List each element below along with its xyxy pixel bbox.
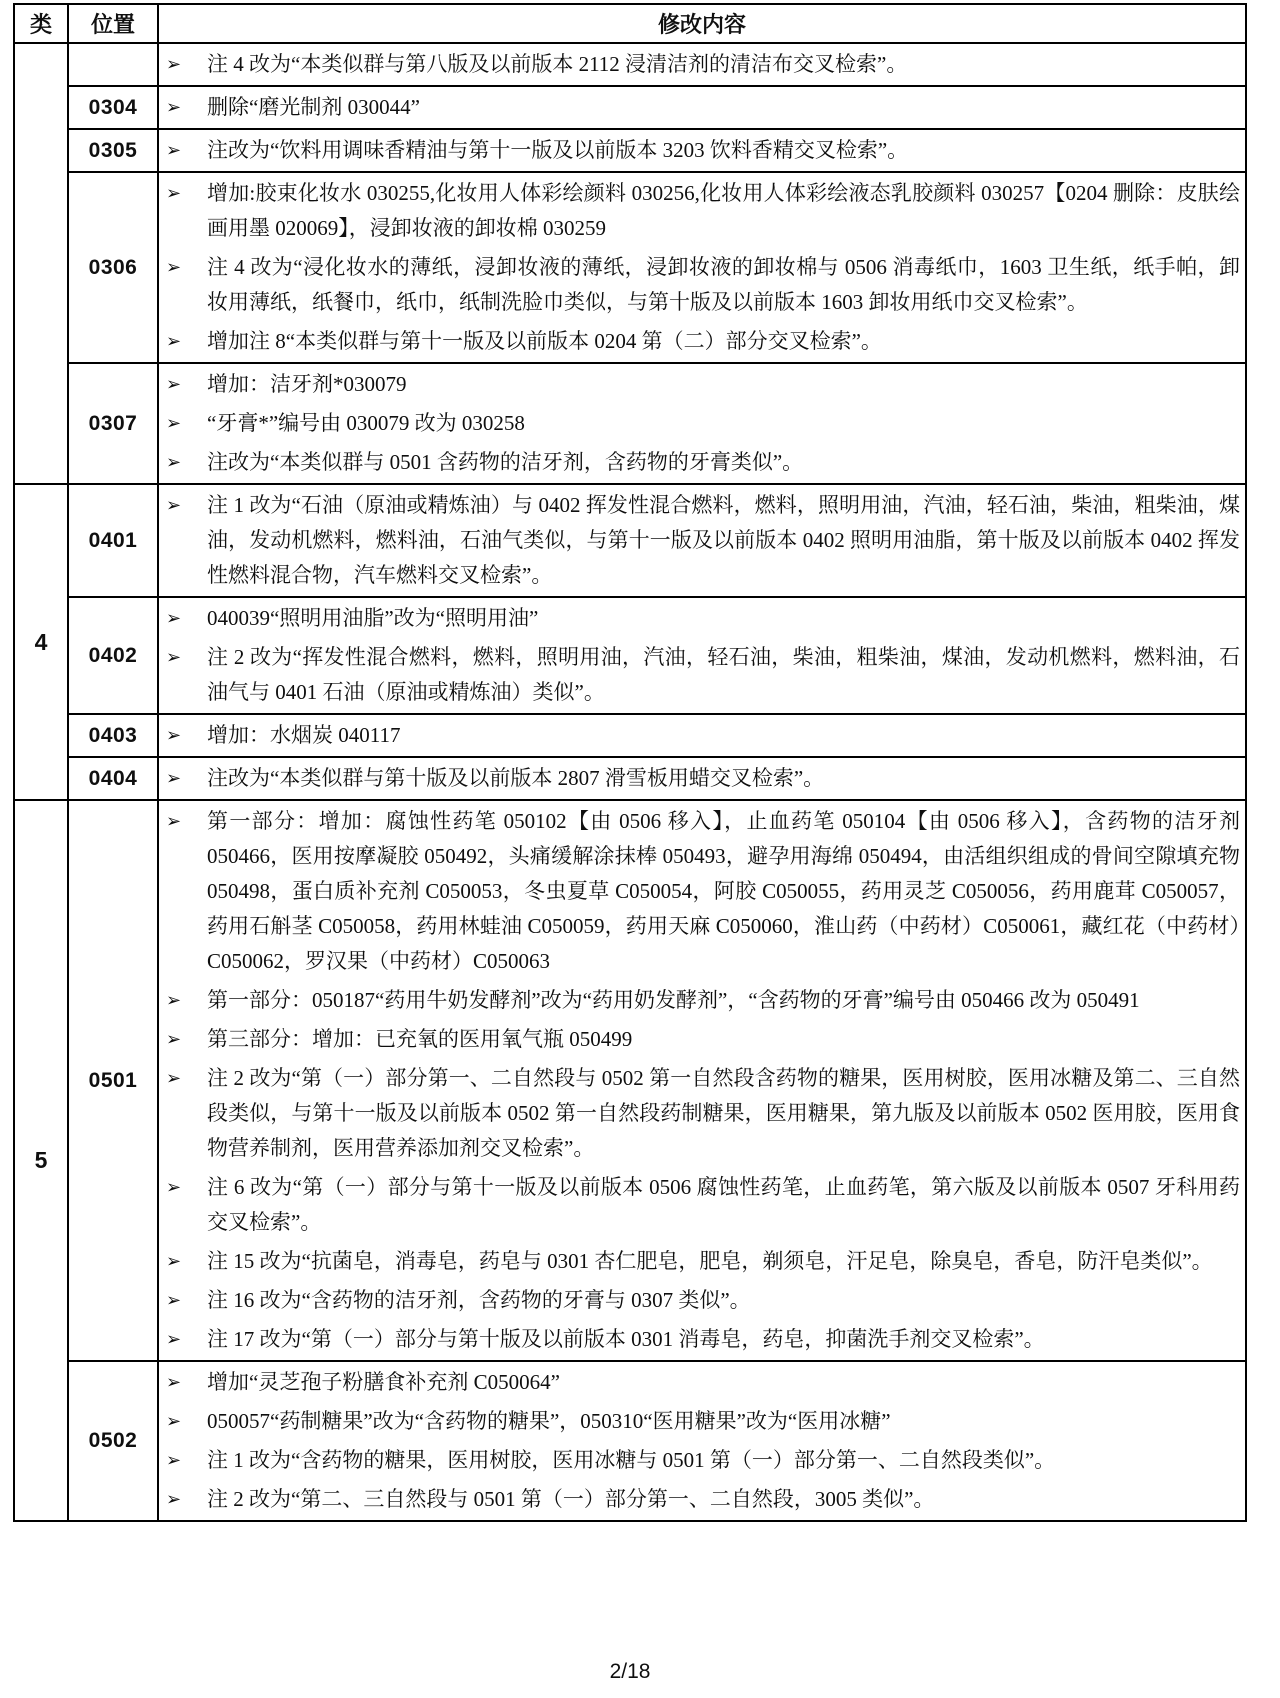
arrow-bullet-icon: ➢	[166, 1251, 182, 1271]
revision-text: 注 2 改为“第（一）部分第一、二自然段与 0502 第一自然段含药物的糖果，医用树胶，医用冰糖及第二、三自然段类似，与第十一版及以前版本 0502 第一自然段药制糖果，医用糖果，第九版及以前版本 0502 医用胶，医用食物营养制剂，医用营养添加剂交叉检索”。	[207, 1066, 1240, 1160]
revision-item	[159, 250, 1245, 320]
revision-text: 注 15 改为“抗菌皂，消毒皂，药皂与 0301 杏仁肥皂，肥皂，剃须皂，汗足皂，除臭皂，香皂，防汗皂类似”。	[207, 1249, 1213, 1273]
arrow-bullet-icon: ➢	[166, 495, 182, 515]
revision-text: 注 17 改为“第（一）部分与第十版及以前版本 0301 消毒皂，药皂，抑菌洗手剂交叉检索”。	[207, 1327, 1045, 1351]
revision-item	[159, 176, 1245, 246]
revision-text: 增加:胶束化妆水 030255,化妆用人体彩绘颜料 030256,化妆用人体彩绘液态乳胶颜料 030257【0204 删除：皮肤绘画用墨 020069】，浸卸妆液的卸妆棉 030259	[207, 181, 1240, 240]
arrow-bullet-icon: ➢	[166, 725, 182, 745]
position-cell: 0404	[68, 757, 158, 800]
revision-text: 040039“照明用油脂”改为“照明用油”	[207, 606, 539, 630]
arrow-bullet-icon: ➢	[166, 768, 182, 788]
revision-item	[159, 1404, 1245, 1439]
position-cell: 0501	[68, 800, 158, 1361]
column-header-class: 类	[14, 4, 68, 43]
content-cell	[158, 1361, 1246, 1521]
table-row	[14, 714, 1246, 757]
position-cell: 0306	[68, 172, 158, 363]
revision-item	[159, 445, 1245, 480]
arrow-bullet-icon: ➢	[166, 1068, 182, 1088]
arrow-bullet-icon: ➢	[166, 54, 182, 74]
arrow-bullet-icon: ➢	[166, 1177, 182, 1197]
table-row	[14, 43, 1246, 86]
class-cell: 4	[14, 484, 68, 800]
table-row	[14, 597, 1246, 714]
revision-item	[159, 601, 1245, 636]
content-cell	[158, 757, 1246, 800]
column-header-content: 修改内容	[158, 4, 1246, 43]
revision-text: 删除“磨光制剂 030044”	[207, 95, 420, 119]
position-cell: 0304	[68, 86, 158, 129]
content-cell	[158, 172, 1246, 363]
table-header-row	[14, 4, 1246, 43]
revision-text: 注 1 改为“石油（原油或精炼油）与 0402 挥发性混合燃料，燃料，照明用油，汽油，轻石油，柴油，粗柴油，煤油，发动机燃料，燃料油，石油气类似，与第十一版及以前版本 0402 照明用油脂，第十版及以前版本 0402 挥发性燃料混合物，汽车燃料交叉检索”。	[207, 493, 1240, 587]
revision-table-body	[14, 43, 1246, 1521]
arrow-bullet-icon: ➢	[166, 331, 182, 351]
position-cell	[68, 43, 158, 86]
arrow-bullet-icon: ➢	[166, 608, 182, 628]
arrow-bullet-icon: ➢	[166, 374, 182, 394]
position-cell: 0402	[68, 597, 158, 714]
arrow-bullet-icon: ➢	[166, 1290, 182, 1310]
revision-text: 注改为“饮料用调味香精油与第十一版及以前版本 3203 饮料香精交叉检索”。	[207, 138, 909, 162]
revision-text: 注 2 改为“挥发性混合燃料，燃料，照明用油，汽油，轻石油，柴油，粗柴油，煤油，发动机燃料，燃料油，石油气与 0401 石油（原油或精炼油）类似”。	[207, 645, 1240, 704]
table-row	[14, 363, 1246, 484]
revision-item	[159, 1322, 1245, 1357]
table-row	[14, 172, 1246, 363]
revision-item	[159, 1443, 1245, 1478]
content-cell	[158, 129, 1246, 172]
column-header-position: 位置	[68, 4, 158, 43]
table-row	[14, 757, 1246, 800]
revision-item	[159, 1170, 1245, 1240]
arrow-bullet-icon: ➢	[166, 413, 182, 433]
revision-item	[159, 133, 1245, 168]
revision-text: 增加注 8“本类似群与第十一版及以前版本 0204 第（二）部分交叉检索”。	[207, 329, 882, 353]
revision-text: 注 4 改为“浸化妆水的薄纸，浸卸妆液的薄纸，浸卸妆液的卸妆棉与 0506 消毒纸巾，1603 卫生纸，纸手帕，卸妆用薄纸，纸餐巾，纸巾，纸制洗脸巾类似，与第十版及以前版本 1603 卸妆用纸巾交叉检索”。	[207, 255, 1240, 314]
arrow-bullet-icon: ➢	[166, 1411, 182, 1431]
class-cell	[14, 43, 68, 484]
revision-item	[159, 367, 1245, 402]
position-cell: 0401	[68, 484, 158, 597]
revision-text: 注 4 改为“本类似群与第八版及以前版本 2112 浸清洁剂的清洁布交叉检索”。	[207, 52, 908, 76]
revision-item	[159, 640, 1245, 710]
revision-text: 注 2 改为“第二、三自然段与 0501 第（一）部分第一、二自然段，3005 类似”。	[207, 1487, 935, 1511]
revision-text: 050057“药制糖果”改为“含药物的糖果”，050310“医用糖果”改为“医用冰糖”	[207, 1409, 891, 1433]
position-cell: 0305	[68, 129, 158, 172]
revision-item	[159, 1061, 1245, 1166]
table-row	[14, 800, 1246, 1361]
content-cell	[158, 363, 1246, 484]
revision-text: 第三部分：增加：已充氧的医用氧气瓶 050499	[207, 1027, 633, 1051]
revision-item	[159, 1283, 1245, 1318]
arrow-bullet-icon: ➢	[166, 990, 182, 1010]
revision-item	[159, 47, 1245, 82]
revision-item	[159, 488, 1245, 593]
arrow-bullet-icon: ➢	[166, 97, 182, 117]
revision-text: 注改为“本类似群与 0501 含药物的洁牙剂，含药物的牙膏类似”。	[207, 450, 804, 474]
arrow-bullet-icon: ➢	[166, 1029, 182, 1049]
revision-item	[159, 406, 1245, 441]
position-cell: 0403	[68, 714, 158, 757]
document-page	[13, 3, 1247, 1522]
arrow-bullet-icon: ➢	[166, 1489, 182, 1509]
class-cell: 5	[14, 800, 68, 1521]
revision-item	[159, 983, 1245, 1018]
content-cell	[158, 43, 1246, 86]
position-cell: 0307	[68, 363, 158, 484]
revision-text: 增加：水烟炭 040117	[207, 723, 401, 747]
position-cell: 0502	[68, 1361, 158, 1521]
arrow-bullet-icon: ➢	[166, 1329, 182, 1349]
revision-item	[159, 1365, 1245, 1400]
table-row	[14, 1361, 1246, 1521]
revision-item	[159, 1244, 1245, 1279]
revision-text: 增加：洁牙剂*030079	[207, 372, 407, 396]
revision-table	[13, 3, 1247, 1522]
revision-text: 增加“灵芝孢子粉膳食补充剂 C050064”	[207, 1370, 560, 1394]
revision-text: “牙膏*”编号由 030079 改为 030258	[207, 411, 525, 435]
revision-item	[159, 1022, 1245, 1057]
revision-item	[159, 804, 1245, 979]
revision-text: 注 6 改为“第（一）部分与第十一版及以前版本 0506 腐蚀性药笔，止血药笔，第六版及以前版本 0507 牙科用药交叉检索”。	[207, 1175, 1240, 1234]
arrow-bullet-icon: ➢	[166, 811, 182, 831]
table-row	[14, 86, 1246, 129]
table-row	[14, 129, 1246, 172]
revision-text: 注 16 改为“含药物的洁牙剂，含药物的牙膏与 0307 类似”。	[207, 1288, 751, 1312]
revision-text: 第一部分：增加：腐蚀性药笔 050102【由 0506 移入】，止血药笔 050104【由 0506 移入】，含药物的洁牙剂 050466，医用按摩凝胶 050492，头痛缓解涂抹棒 050493，避孕用海绵 050494，由活组织组成的骨间空隙填充物 050498，蛋白质补充剂 C050053，冬虫夏草 C050054，阿胶 C050055，药用灵芝 C050056，药用鹿茸 C050057，药用石斛茎 C050058，药用林蛙油 C050059，药用天麻 C050060，淮山药（中药材）C050061，藏红花（中药材）C050062，罗汉果（中药材）C050063	[207, 809, 1240, 973]
arrow-bullet-icon: ➢	[166, 1372, 182, 1392]
content-cell	[158, 597, 1246, 714]
arrow-bullet-icon: ➢	[166, 257, 182, 277]
page-number: 2/18	[609, 1660, 651, 1683]
revision-text: 注 1 改为“含药物的糖果，医用树胶，医用冰糖与 0501 第（一）部分第一、二自然段类似”。	[207, 1448, 1056, 1472]
content-cell	[158, 86, 1246, 129]
arrow-bullet-icon: ➢	[166, 140, 182, 160]
content-cell	[158, 714, 1246, 757]
arrow-bullet-icon: ➢	[166, 1450, 182, 1470]
table-row	[14, 484, 1246, 597]
revision-item	[159, 1482, 1245, 1517]
arrow-bullet-icon: ➢	[166, 452, 182, 472]
content-cell	[158, 800, 1246, 1361]
revision-item	[159, 761, 1245, 796]
revision-text: 注改为“本类似群与第十版及以前版本 2807 滑雪板用蜡交叉检索”。	[207, 766, 825, 790]
revision-item	[159, 90, 1245, 125]
revision-item	[159, 324, 1245, 359]
revision-text: 第一部分：050187“药用牛奶发酵剂”改为“药用奶发酵剂”，“含药物的牙膏”编号由 050466 改为 050491	[207, 988, 1140, 1012]
arrow-bullet-icon: ➢	[166, 647, 182, 667]
arrow-bullet-icon: ➢	[166, 183, 182, 203]
content-cell	[158, 484, 1246, 597]
revision-item	[159, 718, 1245, 753]
